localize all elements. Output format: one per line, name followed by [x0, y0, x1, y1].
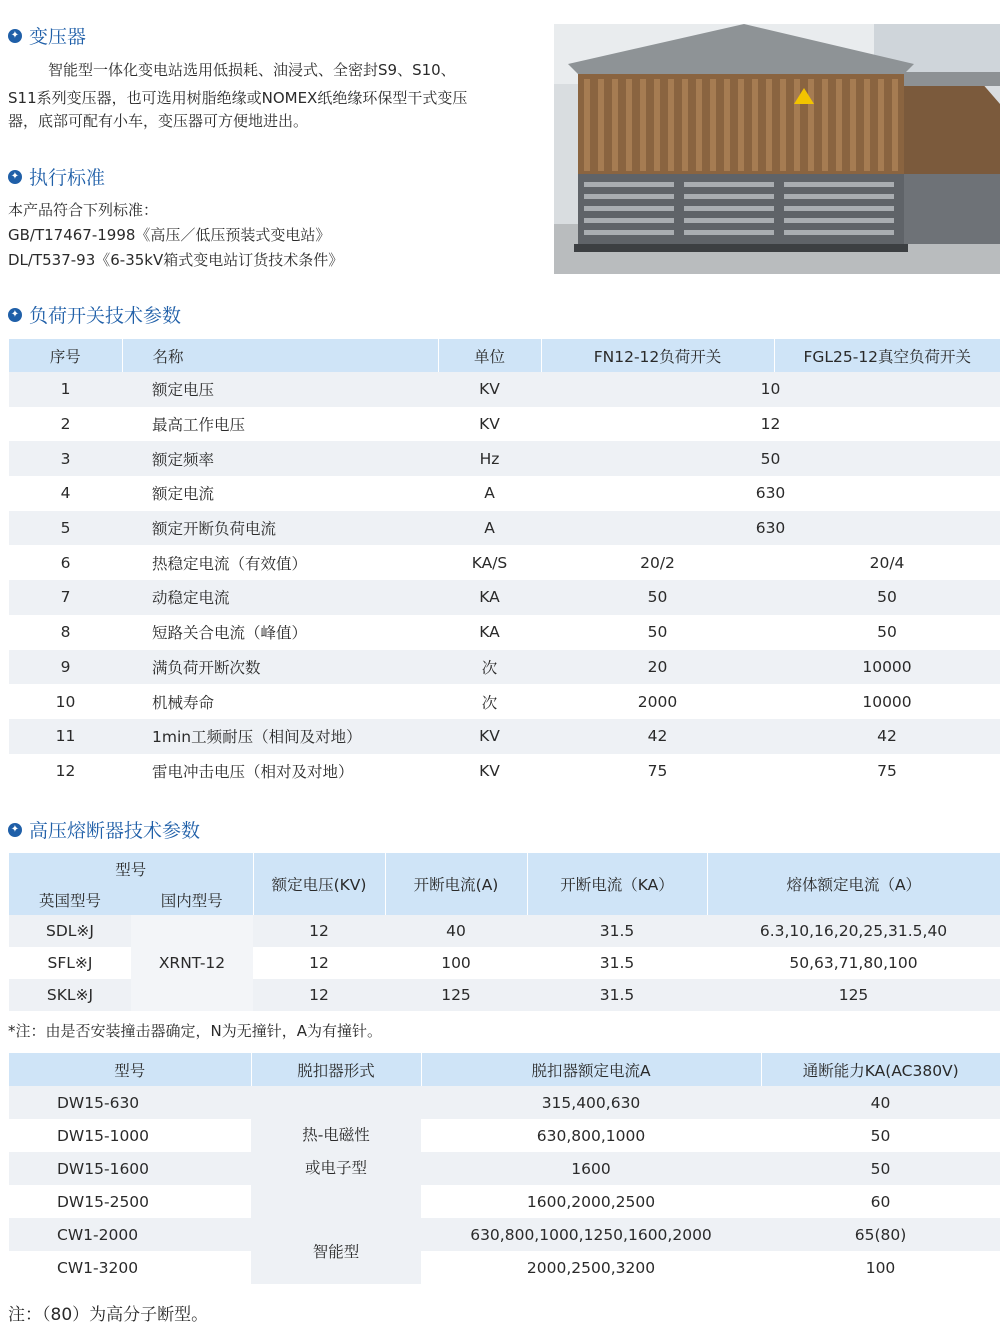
table-row [9, 1119, 1000, 1152]
table-cell: 50 [877, 588, 897, 607]
table-cell: 6 [60, 553, 71, 572]
table-cell: KA [479, 588, 500, 607]
header-cell: FGL25-12真空负荷开关 [803, 347, 972, 366]
standards-line-2: GB/T17467-1998《高压／低压预装式变电站》 [8, 226, 331, 244]
table-cell: 额定电流 [152, 485, 215, 504]
table-cell: 50,63,71,80,100 [789, 954, 918, 972]
section-title: 执行标准 [29, 167, 106, 189]
table-cell: KV [479, 380, 500, 399]
table-cell: A [484, 484, 495, 503]
table-cell: SKL※J [46, 986, 94, 1004]
table-cell: SFL※J [47, 954, 93, 972]
table-cell: 额定电压 [152, 381, 215, 400]
table-cell: 额定频率 [152, 450, 215, 469]
star-icon: ✦ [8, 823, 22, 837]
table-cell: 12 [309, 954, 329, 972]
star-icon: ✦ [8, 29, 22, 43]
header-cell: 开断电流（KA） [527, 853, 707, 915]
table-cell: 最高工作电压 [152, 416, 246, 435]
header-cell: 国内型号 [131, 884, 253, 915]
table-cell: 20/4 [869, 553, 905, 572]
fuse-note: *注：由是否安装撞击器确定，N为无撞针，A为有撞针。 [8, 1022, 382, 1040]
table-cell: 60 [870, 1192, 891, 1211]
standards-line-3: DL/T537-93《6-35kV箱式变电站订货技术条件》 [8, 251, 344, 269]
table-cell: Hz [479, 449, 500, 468]
table-cell: 42 [877, 727, 897, 746]
table-cell: 次 [481, 693, 498, 712]
header-cell: 脱扣器形式 [251, 1053, 421, 1086]
section-heading-standards [8, 163, 105, 190]
substation-photo [554, 24, 1000, 274]
table-cell: DW15-1000 [57, 1126, 150, 1145]
header-cell: 单位 [438, 339, 541, 372]
table-row [9, 476, 1000, 511]
table-cell: 10 [760, 380, 781, 399]
table-cell: 65(80) [854, 1225, 907, 1244]
table-cell: 12 [55, 761, 76, 780]
table-cell: 50 [870, 1126, 891, 1145]
header-cell: 序号 [9, 339, 122, 372]
table-cell: DW15-2500 [57, 1192, 150, 1211]
table-cell: KV [479, 415, 500, 434]
table-cell: 2 [60, 415, 71, 434]
standards-line-1: 本产品符合下列标准： [8, 201, 159, 219]
breaker-note: 注：（80）为高分子断型。 [8, 1305, 209, 1325]
header-cell: 名称 [122, 339, 438, 372]
table-cell-trip-type: 智能型 [251, 1218, 421, 1284]
transformer-line-3: 器，底部可配有小车，变压器可方便地进出。 [8, 112, 309, 130]
table-cell: 8 [60, 623, 71, 642]
table-row [9, 372, 1000, 407]
table-cell: 机械寿命 [152, 693, 215, 712]
header-cell: 型号 [9, 1053, 251, 1086]
header-cell: 开断电流(A) [385, 853, 527, 915]
table-cell: 5 [60, 519, 71, 538]
table-row [9, 915, 1000, 947]
table-cell: 12 [760, 415, 781, 434]
table-cell: 42 [647, 727, 668, 746]
section-title: 变压器 [29, 26, 87, 48]
table-cell: 雷电冲击电压（相对及对地） [152, 762, 354, 781]
table-cell: 2000 [637, 692, 678, 711]
section-title: 负荷开关技术参数 [29, 305, 182, 327]
trip-type-line: 或电子型 [304, 1159, 367, 1177]
table-cell: 短路关合电流（峰值） [152, 624, 308, 643]
section-heading-transformer [8, 22, 86, 49]
table-cell-domestic-model: XRNT-12 [131, 915, 253, 1011]
table-cell: 50 [870, 1159, 891, 1178]
table-cell: 100 [441, 954, 471, 972]
table-row [9, 1218, 1000, 1251]
table-cell: 10 [55, 692, 76, 711]
section-title: 高压熔断器技术参数 [29, 820, 201, 842]
table-cell: 40 [446, 922, 466, 940]
table-cell: 3 [60, 449, 71, 468]
table-row [9, 650, 1000, 685]
table-cell: 75 [647, 761, 668, 780]
table-cell: 7 [60, 588, 71, 607]
table-cell: CW1-3200 [57, 1258, 139, 1277]
table-cell: 4 [60, 484, 71, 503]
table-cell: 12 [309, 986, 329, 1004]
table-cell: A [484, 519, 495, 538]
table-row [9, 684, 1000, 719]
transformer-line-1: 智能型一体化变电站选用低损耗、油浸式、全密封S9、S10、 [48, 61, 456, 79]
table-cell: 6.3,10,16,20,25,31.5,40 [759, 922, 948, 940]
table-cell: KA [479, 623, 500, 642]
header-cell: 熔体额定电流（A） [786, 876, 922, 894]
table-cell: CW1-2000 [57, 1225, 139, 1244]
table-cell: 50 [877, 623, 897, 642]
table-cell: 40 [870, 1093, 891, 1112]
table-cell: 额定开断负荷电流 [152, 520, 277, 539]
table-cell: 20/2 [640, 553, 675, 572]
header-cell-model: 型号 [9, 853, 253, 884]
table-cell: 12 [309, 922, 329, 940]
table-row [9, 407, 1000, 442]
table-cell: KA/S [471, 553, 508, 572]
table-cell: 50 [647, 588, 668, 607]
table-row [9, 441, 1000, 476]
table-cell: 31.5 [599, 922, 635, 940]
table-row [9, 615, 1000, 650]
table-cell: KV [479, 761, 500, 780]
fuse-table [9, 853, 1000, 1011]
table-row [9, 1251, 1000, 1284]
table-cell: SDL※J [46, 922, 94, 940]
table-cell: 1min工频耐压（相间及对地） [152, 728, 362, 747]
table-cell: DW15-630 [57, 1093, 140, 1112]
table-row [9, 1086, 1000, 1119]
table-cell: 630 [755, 519, 786, 538]
table-cell: DW15-1600 [57, 1159, 150, 1178]
table-cell: 1600,2000,2500 [526, 1192, 656, 1211]
table-cell: 动稳定电流 [152, 589, 230, 608]
table-cell: 10000 [862, 692, 912, 711]
table-header-row [9, 1053, 1000, 1086]
table-cell: 100 [865, 1258, 896, 1277]
table-row [9, 1152, 1000, 1185]
table-cell: 50 [760, 449, 781, 468]
star-icon: ✦ [8, 308, 22, 322]
header-cell: 英国型号 [38, 891, 101, 910]
table-cell: 1 [60, 380, 71, 399]
table-header-row [9, 853, 1000, 884]
table-cell: 2000,2500,3200 [526, 1258, 656, 1277]
table-header-row [9, 339, 1000, 372]
table-cell: 20 [647, 657, 668, 676]
header-cell: 通断能力KA(AC380V) [802, 1061, 959, 1080]
table-cell: 11 [55, 727, 76, 746]
header-cell: FN12-12负荷开关 [541, 339, 774, 372]
transformer-line-2: S11系列变压器，也可选用树脂绝缘或NOMEX纸绝缘环保型干式变压 [8, 89, 468, 107]
table-cell: 31.5 [599, 986, 635, 1004]
table-cell: 75 [877, 761, 897, 780]
table-cell: 125 [838, 986, 869, 1004]
table-cell: 125 [441, 986, 471, 1004]
table-row [9, 754, 1000, 789]
table-cell: 31.5 [599, 954, 635, 972]
table-row [9, 580, 1000, 615]
table-cell: 热稳定电流（有效值） [152, 554, 308, 573]
table-cell: KV [479, 727, 500, 746]
table-row [9, 545, 1000, 580]
table-cell: 次 [481, 658, 498, 677]
table-cell: 315,400,630 [541, 1093, 641, 1112]
header-cell: 额定电压(KV) [253, 853, 385, 915]
table-cell: 50 [647, 623, 668, 642]
table-cell: 9 [60, 657, 71, 676]
table-row [9, 1185, 1000, 1218]
table-cell: 630,800,1000 [536, 1126, 646, 1145]
header-cell: 脱扣器额定电流A [421, 1053, 761, 1086]
trip-type-line: 热-电磁性 [302, 1126, 370, 1144]
table-cell: 630 [755, 484, 786, 503]
table-cell-trip-type [251, 1086, 421, 1218]
table-row [9, 511, 1000, 546]
breaker-table [9, 1053, 1000, 1284]
table-row [9, 719, 1000, 754]
table-cell: 630,800,1000,1250,1600,2000 [470, 1225, 712, 1244]
table-cell: 满负荷开断次数 [152, 658, 261, 677]
star-icon: ✦ [8, 170, 22, 184]
table-cell: 1600 [571, 1159, 611, 1178]
load-switch-table [9, 339, 1000, 788]
section-heading-fuse [8, 816, 200, 843]
section-heading-load-switch [8, 301, 181, 328]
table-cell: 10000 [862, 657, 912, 676]
